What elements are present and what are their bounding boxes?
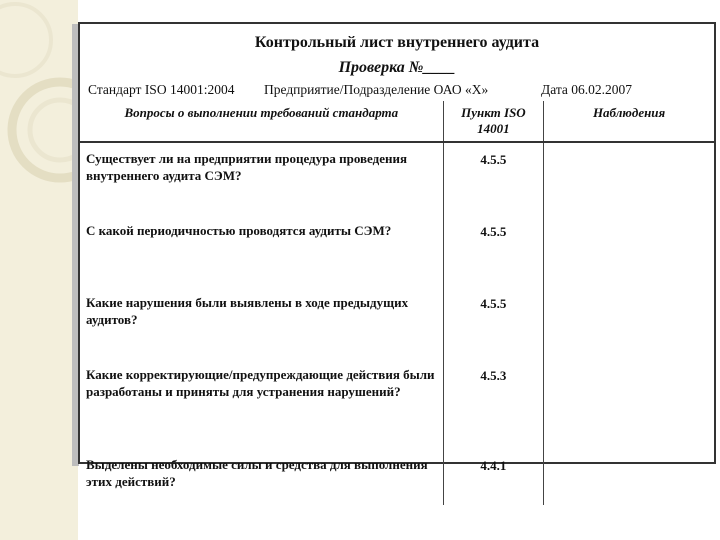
decorative-side-strip [0, 0, 78, 540]
observation-cell [544, 359, 714, 449]
question-cell: Какие корректирующие/предупреждающие действия были разработаны и приняты для устранения нарушений? [80, 359, 443, 449]
document-title: Контрольный лист внутреннего аудита [254, 34, 540, 51]
date-label: Дата 06.02.2007 [541, 82, 633, 97]
clause-cell: 4.5.5 [443, 287, 544, 359]
table-row [80, 142, 714, 215]
observation-cell [544, 287, 714, 359]
table-row [80, 287, 714, 359]
clause-cell: 4.4.1 [443, 449, 544, 505]
decorative-circles-icon [0, 0, 78, 540]
header-question: Вопросы о выполнении требований стандарта [80, 101, 443, 142]
question-cell: Какие нарушения были выявлены в ходе предыдущих аудитов? [80, 287, 443, 359]
clause-cell: 4.5.5 [443, 215, 544, 287]
standard-label: Стандарт ISO 14001:2004 [88, 82, 235, 97]
observation-cell [544, 215, 714, 287]
table-row [80, 449, 714, 505]
clause-cell: 4.5.3 [443, 359, 544, 449]
table-row [80, 359, 714, 449]
header-clause: Пункт ISO 14001 [443, 101, 544, 142]
question-cell: Существует ли на предприятии процедура проведения внутреннего аудита СЭМ? [80, 142, 443, 215]
document-subtitle: Проверка №____ [338, 59, 456, 76]
observation-cell [544, 449, 714, 505]
table-header-row [80, 101, 714, 142]
question-cell: Выделены необходимые силы и средства для выполнения этих действий? [80, 449, 443, 505]
audit-checklist-document [78, 22, 716, 489]
enterprise-label: Предприятие/Подразделение ОАО «Х» [264, 82, 489, 97]
checklist-table [80, 101, 714, 505]
question-cell: С какой периодичностью проводятся аудиты СЭМ? [80, 215, 443, 287]
table-row [80, 215, 714, 287]
header-observations: Наблюдения [544, 101, 714, 142]
clause-cell: 4.5.5 [443, 142, 544, 215]
observation-cell [544, 142, 714, 215]
document-meta [88, 82, 708, 98]
